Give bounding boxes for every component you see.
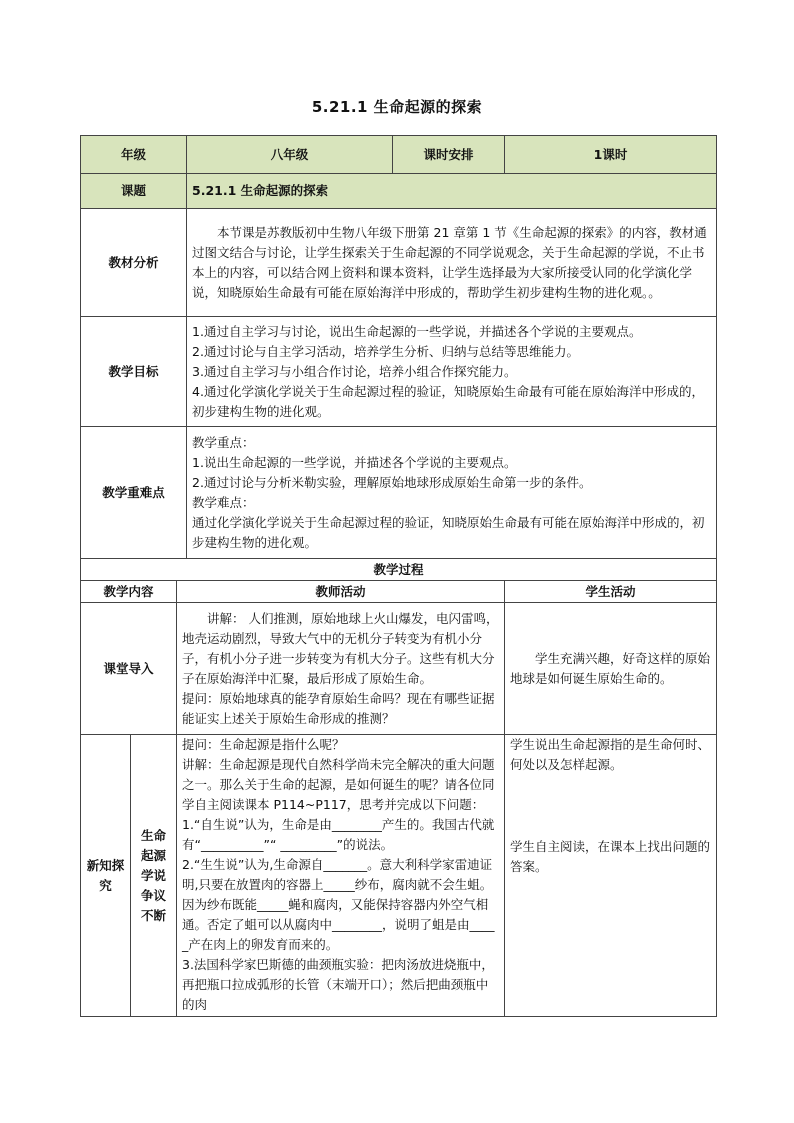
explore-row [81, 735, 717, 1017]
explore-student [505, 735, 717, 1017]
keypoints-row [81, 427, 717, 559]
explore-label: 新知探究 [81, 735, 131, 1017]
goals-row [81, 317, 717, 427]
process-header-row [81, 581, 717, 603]
analysis-row [81, 209, 717, 317]
keypoints-line: 1.说出生命起源的一些学说，并描述各个学说的主要观点。 [192, 454, 517, 470]
explore-teacher-text: 2.“生生说”认为,生命源自_______。意大利科学家雷迪证明,只要在放置肉的容器上_____纱布，腐肉就不会生蛆。因为纱布既能_____蝇和腐肉，又能保持容器内外空气相通。否定了蛆可以从腐肉中________，说明了蛆是由_____产在肉上的卵发育而来的。 [182, 857, 495, 952]
intro-row [81, 603, 717, 735]
lesson-plan-table [80, 135, 717, 1017]
intro-student: 学生充满兴趣，好奇这样的原始地球是如何诞生原始生命的。 [505, 603, 717, 735]
keypoints-list [187, 427, 717, 559]
keypoints-line: 教学难点： [192, 494, 255, 510]
goal-item: 2.通过讨论与自主学习活动，培养学生分析、归纳与总结等思维能力。 [192, 343, 579, 359]
explore-teacher-text: 提问：生命起源是指什么呢？ [182, 737, 345, 752]
analysis-label: 教材分析 [81, 209, 187, 317]
keypoints-line: 通过化学演化学说关于生命起源过程的验证，知晓原始生命最有可能在原始海洋中形成的，初步建构生物的进化观。 [192, 514, 705, 550]
grade-row [81, 136, 717, 174]
grade-label: 年级 [81, 136, 187, 174]
intro-teacher [177, 603, 505, 735]
keypoints-label: 教学重难点 [81, 427, 187, 559]
goal-item: 3.通过自主学习与小组合作讨论，培养小组合作探究能力。 [192, 363, 517, 379]
keypoints-line: 教学重点： [192, 434, 255, 450]
explore-student-text: 学生自主阅读，在课本上找出问题的答案。 [510, 839, 711, 874]
goals-list [187, 317, 717, 427]
col-teacher-header: 教师活动 [177, 581, 505, 603]
col-student-header: 学生活动 [505, 581, 717, 603]
explore-student-text: 学生说出生命起源指的是生命何时、何处以及怎样起源。 [510, 737, 711, 772]
process-title-row [81, 559, 717, 581]
keypoints-line: 2.通过讨论与分析米勒实验，理解原始地球形成原始生命第一步的条件。 [192, 474, 592, 490]
hours-value: 1课时 [505, 136, 717, 174]
goal-item: 4.通过化学演化学说关于生命起源过程的验证，知晓原始生命最有可能在原始海洋中形成的，初步建构生物的进化观。 [192, 383, 704, 419]
topic-label: 课题 [81, 174, 187, 209]
intro-teacher-text: 提问：原始地球真的能孕育原始生命吗？现在有哪些证据能证实上述关于原始生命形成的推测？ [182, 690, 495, 726]
goals-label: 教学目标 [81, 317, 187, 427]
hours-label: 课时安排 [393, 136, 505, 174]
goal-item: 1.通过自主学习与讨论，说出生命起源的一些学说，并描述各个学说的主要观点。 [192, 323, 642, 339]
explore-sublabel: 生命起源学说争议不断 [131, 735, 177, 1017]
grade-value: 八年级 [187, 136, 393, 174]
intro-teacher-text: 讲解： 人们推测，原始地球上火山爆发，电闪雷鸣，地壳运动剧烈，导致大气中的无机分子转变为有机小分子，有机小分子进一步转变为有机大分子。这些有机大分子在原始海洋中汇聚，最后形成了原始生命。 [182, 610, 499, 686]
explore-teacher-text: 1.“自生说”认为，生命是由________产生的。我国古代就有“__________”“ _________”的说法。 [182, 817, 495, 852]
document-title: 5.21.1 生命起源的探索 [311, 98, 483, 116]
explore-teacher [177, 735, 505, 1017]
explore-teacher-text: 3.法国科学家巴斯德的曲颈瓶实验：把肉汤放进烧瓶中，再把瓶口拉成弧形的长管（末端开口）；然后把曲颈瓶中的肉 [182, 957, 494, 1012]
topic-value: 5.21.1 生命起源的探索 [187, 174, 717, 209]
explore-teacher-text: 讲解：生命起源是现代自然科学尚未完全解决的重大问题之一。那么关于生命的起源，是如何诞生的呢？请各位同学自主阅读课本 P114~P117，思考并完成以下问题： [182, 757, 495, 812]
intro-label: 课堂导入 [81, 603, 177, 735]
col-content-header: 教学内容 [81, 581, 177, 603]
topic-row [81, 174, 717, 209]
process-title: 教学过程 [81, 559, 717, 581]
analysis-text: 本节课是苏教版初中生物八年级下册第 21 章第 1 节《生命起源的探索》的内容，教材通过图文结合与讨论，让学生探索关于生命起源的不同学说观念，关于生命起源的学说，不止书本上的内容，可以结合网上资料和课本资料，让学生选择最为大家所接受认同的化学演化学说，知晓原始生命最有可能在原始海洋中形成的，帮助学生初步建构生物的进化观。。 [187, 209, 717, 317]
